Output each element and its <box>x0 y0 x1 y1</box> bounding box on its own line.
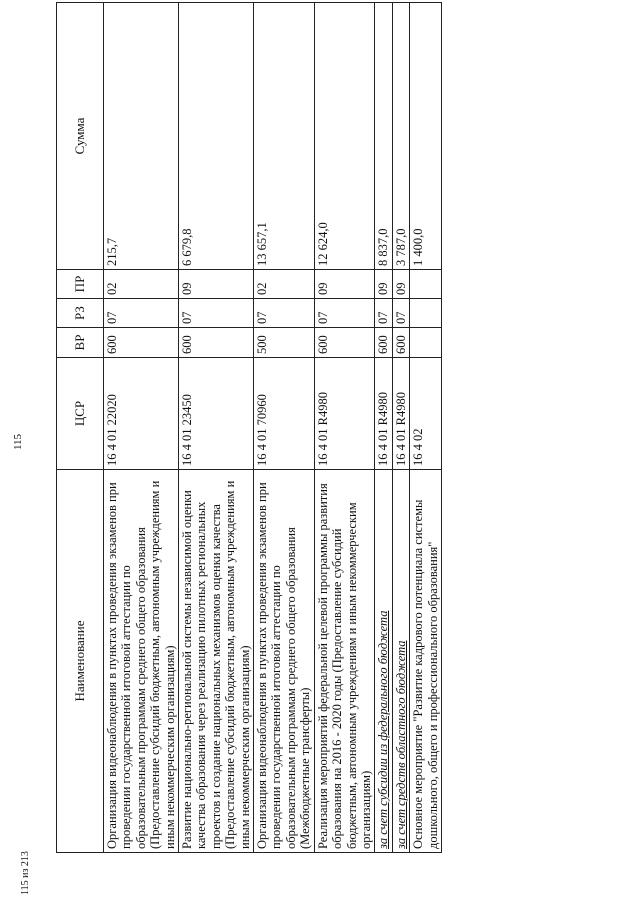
row-rz: 07 <box>179 299 254 328</box>
row-name-text: за счет субсидии из федерального бюджета <box>376 610 391 849</box>
table-row <box>410 3 442 853</box>
row-vr: 600 <box>314 328 375 358</box>
row-rz: 07 <box>375 299 392 328</box>
header-rz: РЗ <box>57 299 104 328</box>
row-vr: 600 <box>392 328 409 358</box>
row-csr: 16 4 01 R4980 <box>314 358 375 470</box>
table-row <box>104 3 179 853</box>
row-name: Реализация мероприятий федеральной целевой программы развития образования на 2016 - 2020 годы (Предоставление субсидий бюджетным, автономным учреждениям и иным некоммерческим организациям) <box>314 470 375 853</box>
header-sum: Сумма <box>57 3 104 270</box>
row-pr: 09 <box>314 270 375 299</box>
row-rz <box>410 299 442 328</box>
row-csr: 16 4 01 70960 <box>254 358 315 470</box>
row-pr: 02 <box>254 270 315 299</box>
table-row <box>375 3 392 853</box>
row-sum: 6 679,8 <box>179 3 254 270</box>
row-csr: 16 4 01 R4980 <box>375 358 392 470</box>
row-name <box>375 470 392 853</box>
row-sum: 12 624,0 <box>314 3 375 270</box>
row-vr: 500 <box>254 328 315 358</box>
row-rz: 07 <box>254 299 315 328</box>
row-rz: 07 <box>392 299 409 328</box>
table-header-row <box>57 3 104 853</box>
row-name-text: за счет средств областного бюджета <box>393 640 408 849</box>
row-csr: 16 4 02 <box>410 358 442 470</box>
row-vr: 600 <box>179 328 254 358</box>
row-name: Организация видеонаблюдения в пунктах проведения экзаменов при проведении государственной итоговой аттестации по образовательным программам среднего общего образования (Межбюджетные трансферты) <box>254 470 315 853</box>
table-row <box>254 3 315 853</box>
row-rz: 07 <box>314 299 375 328</box>
table-row <box>314 3 375 853</box>
row-sum: 3 787,0 <box>392 3 409 270</box>
row-pr: 09 <box>375 270 392 299</box>
header-vr: ВР <box>57 328 104 358</box>
budget-table <box>56 2 442 853</box>
row-name: Организация видеонаблюдения в пунктах проведения экзаменов при проведении государственной итоговой аттестации по образовательным программам среднего общего образования (Предоставление субсидий бюджетным, автономным учреждениям и иным некоммерческим организациям) <box>104 470 179 853</box>
row-sum: 13 657,1 <box>254 3 315 270</box>
row-name: Основное мероприятие "Развитие кадрового потенциала системы дошкольного, общего и профессионального образования" <box>410 470 442 853</box>
row-rz: 07 <box>104 299 179 328</box>
row-sum: 215,7 <box>104 3 179 270</box>
row-pr: 09 <box>179 270 254 299</box>
row-name <box>392 470 409 853</box>
row-vr: 600 <box>104 328 179 358</box>
page-footer: 115 из 213 <box>20 851 31 895</box>
row-vr: 600 <box>375 328 392 358</box>
header-csr: ЦСР <box>57 358 104 470</box>
row-csr: 16 4 01 R4980 <box>392 358 409 470</box>
table-row <box>179 3 254 853</box>
page-number: 115 <box>12 433 24 451</box>
row-csr: 16 4 01 22020 <box>104 358 179 470</box>
row-pr: 09 <box>392 270 409 299</box>
row-vr <box>410 328 442 358</box>
header-name: Наименование <box>57 470 104 853</box>
row-sum: 1 400,0 <box>410 3 442 270</box>
row-csr: 16 4 01 23450 <box>179 358 254 470</box>
row-pr <box>410 270 442 299</box>
table-row <box>392 3 409 853</box>
header-pr: ПР <box>57 270 104 299</box>
row-pr: 02 <box>104 270 179 299</box>
row-name: Развитие национально-региональной системы независимой оценки качества образования через реализацию пилотных региональных проектов и создание национальных механизмов оценки качества (Предоставление субсидий бюджетным, автономным учреждениям и иным некоммерческим организациям) <box>179 470 254 853</box>
row-sum: 8 837,0 <box>375 3 392 270</box>
